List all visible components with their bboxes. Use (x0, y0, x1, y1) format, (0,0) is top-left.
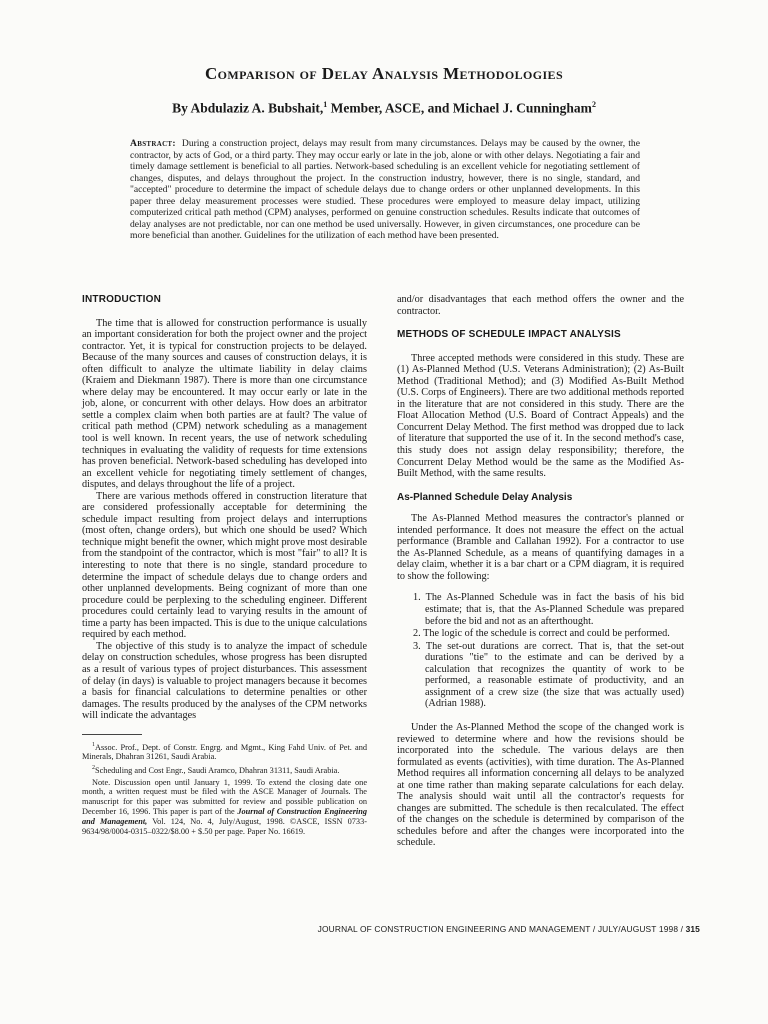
byline-by: By (172, 100, 188, 116)
list-item: 2. The logic of the schedule is correct and could be performed. (413, 628, 670, 640)
intro-paragraph-2: There are various methods offered in construction literature that are considered professionally acceptable for determining the schedule impact resulting from project delays and interruptions (most often, change orders), but which one should be used? Which technique might benefit the owner, which might prove most desirable from the standpoint of the contractor, which is most "fair" to all? It is interesting to note that there is no single, standard procedure to determine the impact of schedule delays due to change orders and other unplanned developments. Being cognizant of more than one procedure could be perplexing to the scheduling engineer. Different procedures could certainly lead to varying results in the amount of time a party has been impacted. This is due to the unique calculations required by each method. (82, 490, 367, 641)
footnote-1-mark: 1 (92, 741, 95, 748)
author-1: Abdulaziz A. Bubshait, (190, 100, 324, 116)
page-number: 315 (685, 924, 700, 934)
intro-paragraph-1: The time that is allowed for construction performance is usually an important consideration for both the project owner and the project contractor. Yet, it is typical for construction projects to be delayed. Because of the many sources and causes of construction delays, it is often difficult to analyze the ultimate liability in delay claims (Kraiem and Diekmann 1987). There is more than one circumstance where delay may be encountered. It may occur early or late in the job, alone, or concurrent with other delays. How does an arbitrator settle a complex claim when both parties are at fault? The value of critical path method (CPM) network scheduling as a management tool is well known. In recent years, the use of network scheduling techniques in evaluating the validity of requests for time extensions has proven beneficial. Network-based scheduling has developed into an excellent vehicle for negotiating timely settlement of changes, disputes, and delays throughout the life of a project. (82, 317, 367, 491)
footer-journal: JOURNAL OF CONSTRUCTION ENGINEERING AND MANAGEMENT / JULY/AUGUST 1998 / (317, 924, 684, 934)
spacer (397, 317, 684, 329)
footnote-divider (82, 734, 142, 735)
as-planned-paragraph: The As-Planned Method measures the contractor's planned or intended performance. It does not measure the effect on the actual performance (Bramble and Callahan 1992). For a contractor to use the As-Planned Schedule, as a means of quantifying damages in a delay claim, whether it is a bar chart or a CPM diagram, it is required to show the following: (397, 513, 684, 582)
footnote-2-text: Scheduling and Cost Engr., Saudi Aramco, Dhahran 31311, Saudi Arabia. (95, 765, 340, 775)
requirements-list (397, 592, 684, 709)
page-footer (270, 924, 700, 934)
right-column (397, 294, 684, 849)
methods-paragraph: Three accepted methods were considered in this study. These are (1) As-Planned Method (U.S. Veterans Administration); (2) As-Built Method (Traditional Method); and (3) Modified As-Built Method (U.S. Corps of Engineers). There are two additional methods reported in the literature that are not considered in this study. There are the Float Allocation Method (U.S. Board of Contract Appeals) and the Concurrent Delay Method. The first method was dropped due to lack of literature that supported the use of it. In the second method's case, this study does not assign delay responsibility; therefore, the Concurrent Delay Method would be the same as the Modified As-Built Method, with the same results. (397, 352, 684, 480)
footnote-2-mark: 2 (92, 765, 95, 772)
note-journal-name: Journal of Construction Engineering and Management, (82, 807, 367, 826)
footnote-1-text: Assoc. Prof., Dept. of Constr. Engrg. and Mgmt., King Fahd Univ. of Pet. and Minerals, Dhahran 31261, Saudi Arabia. (82, 742, 367, 762)
as-planned-paragraph-2: Under the As-Planned Method the scope of the changed work is reviewed to determine where and how the revisions should be incorporated into the schedule. The various delays are then formulated as events (activities), with time duration. The As-Planned Method requires all information concerning all delays to be analyzed at one time rather than making separate calculations for each delay. The analysis should wait until all the contractor's requests for changes are submitted. The schedule is then recalculated. The effect of the changes on the schedule is determined by comparison of the schedules before and after the changes were incorporated into the schedule. (397, 721, 684, 849)
left-column (82, 294, 367, 836)
footnote-1 (82, 741, 367, 762)
author-affiliation-and-author-2: Member, ASCE, and Michael J. Cunningham (330, 100, 592, 116)
methods-heading: METHODS OF SCHEDULE IMPACT ANALYSIS (397, 329, 621, 341)
introduction-heading: INTRODUCTION (82, 294, 162, 305)
discussion-note (82, 778, 367, 837)
paper-title: Comparison of Delay Analysis Methodologies (204, 64, 564, 83)
list-item: 1. The As-Planned Schedule was in fact the basis of his bid estimate; that is, that the As-Planned Schedule was prepared before the bid and not as an afterthought. (413, 592, 684, 627)
intro-paragraph-3: The objective of this study is to analyze the impact of schedule delay on construction schedules, whose progress has been disrupted as a result of various types of project disturbances. This assessment of delay (in days) is valuable to project managers because it becomes a basis for financial calculations to determine penalties or other damages. The results produced by the analyses of the CPM networks will indicate the advantages (82, 640, 367, 722)
list-item: 3. The set-out durations are correct. That is, that the set-out durations "tie" to the estimate and can be derived by a calculation that recognizes the quantity of work to be performed, a reasonable estimate of productivity, and an assignment of a crew size (the size that was actually used) (Adrian 1988). (413, 640, 684, 710)
author-byline (0, 100, 768, 117)
author-1-footnote-mark: 1 (323, 100, 328, 109)
continuation-paragraph: and/or disadvantages that each method offers the owner and the contractor. (397, 294, 684, 317)
as-planned-subheading: As-Planned Schedule Delay Analysis (397, 491, 573, 503)
author-2-footnote-mark: 2 (591, 100, 596, 109)
note-text-a: Note. Discussion open until January 1, 1999. To extend the closing date one month, a written request must be filed with the ASCE Manager of Journals. The manuscript for this paper was submitted for review and possible publication on December 16, 1996. This paper is part of the (82, 777, 367, 816)
abstract (130, 138, 640, 242)
footnotes (82, 741, 367, 837)
abstract-label: Abstract: (130, 138, 176, 149)
abstract-text: During a construction project, delays may result from many circumstances. Delays may be caused by the owner, the contractor, by acts of God, or a third party. They may occur early or late in the job, alone or with other delays. Negotiating a fair and timely damage settlement is beneficial to all parties. Network-based scheduling is an excellent vehicle for negotiating settlement of changes, disputes, and delays throughout the project. In the construction industry, however, there is no single, standard, and "accepted" procedure to determine the impact of schedule delays due to change orders or other unplanned developments. In this paper three delay measurement processes were studied. These procedures were employed to measure delay impact, utilizing computerized critical path method (CPM) analyses, performed on genuine construction schedules. Results indicate that outcomes of delay analyses are not predictable, nor can one method be used universally. However, in given circumstances, one procedure can be more beneficial than another. Guidelines for the utilization of each method have been presented. (130, 138, 640, 242)
spacer (397, 480, 684, 492)
note-text-b: Vol. 124, No. 4, July/August, 1998. ©ASCE, ISSN 0733-9634/98/0004-0315–0322/$8.00 + $.50 per page. Paper No. 16619. (82, 816, 367, 836)
footnote-2 (82, 764, 367, 776)
